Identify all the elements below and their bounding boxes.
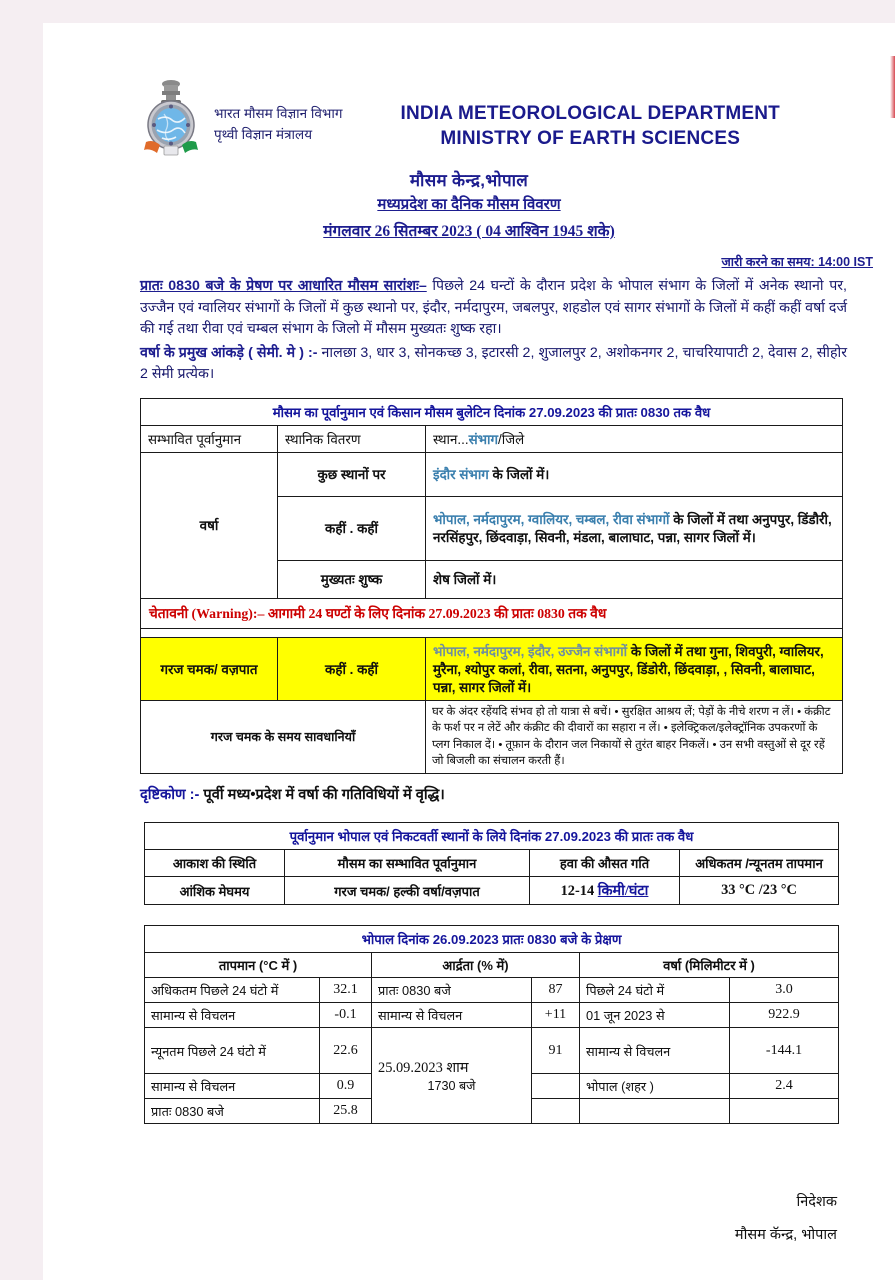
temp-value-4: 25.8 bbox=[320, 1099, 372, 1124]
spacer-cell bbox=[141, 628, 843, 637]
document-header bbox=[43, 23, 895, 160]
weather-centre-title: मौसम केन्द्र,भोपाल bbox=[409, 171, 529, 190]
hindi-dept-line1: भारत मौसम विज्ञान विभाग bbox=[214, 106, 343, 121]
forecast-distribution-1: कहीं . कहीं bbox=[278, 496, 426, 560]
title-block bbox=[43, 168, 895, 241]
humidity-label-0: प्रातः 0830 बजे bbox=[372, 978, 532, 1003]
forecast-header-places bbox=[426, 425, 843, 452]
rainfall-label-1: 01 जून 2023 से bbox=[580, 1003, 730, 1028]
humidity-value-1: +11 bbox=[532, 1003, 580, 1028]
bulletin-date: मंगलवार 26 सितम्बर 2023 ( 04 आश्विन 1945 शके) bbox=[323, 223, 615, 240]
english-dept-line2: MINISTRY OF EARTH SCIENCES bbox=[440, 127, 741, 149]
warning-title: चेतावनी (Warning):– आगामी 24 घण्टों के लिए दिनांक 27.09.2023 की प्रातः 0830 तक वैध bbox=[141, 598, 843, 628]
bhopal-header-temperature: अधिकतम /न्यूनतम तापमान bbox=[680, 850, 839, 877]
warning-title-row bbox=[141, 598, 843, 628]
rainfall-label-3: भोपाल (शहर ) bbox=[580, 1074, 730, 1099]
bhopal-header-wind: हवा की औसत गति bbox=[530, 850, 680, 877]
hindi-department-name bbox=[214, 78, 342, 146]
warning-places bbox=[426, 637, 843, 700]
humidity-value-0: 87 bbox=[532, 978, 580, 1003]
rainfall-label-2: सामान्य से विचलन bbox=[580, 1028, 730, 1074]
bhopal-value-weather: गरज चमक/ हल्की वर्षा/वज़पात bbox=[285, 877, 530, 905]
bhopal-forecast-header-row bbox=[145, 850, 839, 877]
warning-phenomenon: गरज चमक/ वज़पात bbox=[141, 637, 278, 700]
warning-distribution: कहीं . कहीं bbox=[278, 637, 426, 700]
summary-lead-label: प्रातः 0830 बजे के प्रेषण पर आधारित मौसम सारांशः– bbox=[140, 278, 427, 294]
summary-text: पिछले 24 घन्टों के दौरान प्रदेश के भोपाल संभाग के जिलों में अनेक स्थानो पर, उज्जैन एवं ग्वालियर संभागों के जिलों में कुछ स्थानो पर, इंदौर, नर्मदापुरम, जबलपुर, शहडोल एवं सागर संभागों के जिलों में कहीं कहीं वर्षा दर्ज की गई तथा रीवा एवं चम्बल संभाग के जिलो में मौसम मुख्यतः शुष्क रहा। bbox=[140, 278, 847, 338]
rainfall-label-0: पिछले 24 घंटो में bbox=[580, 978, 730, 1003]
humidity-value-4 bbox=[532, 1099, 580, 1124]
english-dept-line1: INDIA METEOROLOGICAL DEPARTMENT bbox=[400, 103, 780, 124]
temp-value-3: 0.9 bbox=[320, 1074, 372, 1099]
bulletin-subtitle: मध्यप्रदेश का दैनिक मौसम विवरण bbox=[377, 196, 561, 213]
bhopal-forecast-table bbox=[144, 822, 839, 905]
rainfall-value-3: 2.4 bbox=[730, 1074, 839, 1099]
rainfall-figures-values: नालछा 3, धार 3, सोनकच्छ 3, इटारसी 2, शुजालपुर 2, अशोकनगर 2, चाचरियापाटी 2, देवास 2, सीहोर 2 सेमी प्रत्येक। bbox=[140, 344, 847, 383]
warning-districts: के जिलों में तथा गुना, शिवपुरी, ग्वालियर, मुरैना, श्योपुर कलां, रीवा, सतना, अनुपपुर, डिंडोरी, छिंदवाड़ा, , सिवनी, बालाघाट, पन्ना, सागर जिलों में। bbox=[433, 643, 824, 695]
rainfall-value-0: 3.0 bbox=[730, 978, 839, 1003]
humidity-label-2-sub: 1730 बजे bbox=[427, 1078, 476, 1093]
observations-section-row bbox=[145, 953, 839, 978]
bhopal-value-sky: आंशिक मेघमय bbox=[145, 877, 285, 905]
hindi-dept-line2: पृथ्वी विज्ञान मंत्रालय bbox=[214, 126, 313, 142]
bhopal-header-sky: आकाश की स्थिति bbox=[145, 850, 285, 877]
rainfall-value-1: 922.9 bbox=[730, 1003, 839, 1028]
bhopal-forecast-wrapper bbox=[43, 804, 895, 905]
table-row bbox=[141, 452, 843, 496]
rainfall-value-2: -144.1 bbox=[730, 1028, 839, 1074]
bhopal-value-wind bbox=[530, 877, 680, 905]
warning-row bbox=[141, 637, 843, 700]
warning-divisions: भोपाल, नर्मदापुरम, इंदौर, उज्जैन संभागों bbox=[433, 643, 628, 659]
forecast-rain-label: वर्षा bbox=[141, 452, 278, 598]
forecast-table-header-row bbox=[141, 425, 843, 452]
forecast-header-places-division: संभाग bbox=[468, 431, 499, 447]
temp-value-2: 22.6 bbox=[320, 1028, 372, 1074]
bhopal-value-temperature: 33 °C /23 °C bbox=[680, 877, 839, 905]
humidity-label-2 bbox=[372, 1028, 532, 1124]
signature-block bbox=[43, 1186, 895, 1253]
bhopal-forecast-title: पूर्वानुमान भोपाल एवं निकटवर्ती स्थानों के लिये दिनांक 27.09.2023 की प्रातः तक वैध bbox=[145, 823, 839, 850]
outlook-line bbox=[43, 774, 895, 804]
temp-value-1: -0.1 bbox=[320, 1003, 372, 1028]
observations-title: भोपाल दिनांक 26.09.2023 प्रातः 0830 बजे के प्रेक्षण bbox=[145, 926, 839, 953]
precaution-label: गरज चमक के समय सावधानियाँ bbox=[141, 700, 426, 773]
temp-label-0: अधिकतम पिछले 24 घंटो में bbox=[145, 978, 320, 1003]
table-row bbox=[145, 978, 839, 1003]
rainfall-label-4 bbox=[580, 1099, 730, 1124]
table-row bbox=[145, 1028, 839, 1074]
observations-title-row bbox=[145, 926, 839, 953]
observations-table bbox=[144, 925, 839, 1124]
table-row bbox=[145, 877, 839, 905]
observations-wrapper bbox=[43, 905, 895, 1124]
bulletin-page bbox=[43, 23, 895, 1280]
precaution-row bbox=[141, 700, 843, 773]
outlook-label: दृष्टिकोण :- bbox=[140, 787, 200, 804]
forecast-places-2: शेष जिलों में। bbox=[426, 560, 843, 598]
forecast-distribution-2: मुख्यतः शुष्क bbox=[278, 560, 426, 598]
weather-summary bbox=[43, 270, 895, 386]
forecast-places-1 bbox=[426, 496, 843, 560]
humidity-label-1: सामान्य से विचलन bbox=[372, 1003, 532, 1028]
bhopal-wind-unit: किमी/घंटा bbox=[597, 883, 649, 900]
humidity-value-2: 91 bbox=[532, 1028, 580, 1074]
forecast-distribution-0: कुछ स्थानों पर bbox=[278, 452, 426, 496]
temp-label-2: न्यूनतम पिछले 24 घंटो में bbox=[145, 1028, 320, 1074]
bhopal-header-weather: मौसम का सम्भावित पूर्वानुमान bbox=[285, 850, 530, 877]
humidity-value-3 bbox=[532, 1074, 580, 1099]
forecast-header-places-post: /जिले bbox=[498, 431, 525, 447]
temp-value-0: 32.1 bbox=[320, 978, 372, 1003]
forecast-divisions-0: इंदौर संभाग bbox=[433, 467, 489, 483]
observations-section-humidity: आर्द्रता (% में) bbox=[372, 953, 580, 978]
rainfall-value-4 bbox=[730, 1099, 839, 1124]
forecast-header-distribution: स्थानिक वितरण bbox=[278, 425, 426, 452]
imd-emblem-icon bbox=[140, 78, 202, 160]
signature-designation: निदेशक bbox=[796, 1194, 837, 1211]
forecast-places-0 bbox=[426, 452, 843, 496]
english-department-name bbox=[400, 78, 780, 151]
precaution-text: घर के अंदर रहेंयदि संभव हो तो यात्रा से बचें। • सुरक्षित आश्रय लें; पेड़ों के नीचे शरण न लें। • कंक्रीट के फर्श पर न लेटें और कंक्रीट की दीवारों का सहारा न लें। • इलेक्ट्रिकल/इलेक्ट्रॉनिक उपकरणों के प्लग निकाल दें। • तूफ़ान के दौरान जल निकायों से तुरंत बाहर निकलें। • उन सभी वस्तुओं से दूर रहें जो बिजली का संचालन करती हैं। bbox=[426, 700, 843, 773]
table-row bbox=[145, 1003, 839, 1028]
observations-section-temperature: तापमान (°C में ) bbox=[145, 953, 372, 978]
temp-label-1: सामान्य से विचलन bbox=[145, 1003, 320, 1028]
bhopal-forecast-title-row bbox=[145, 823, 839, 850]
forecast-table bbox=[140, 398, 843, 774]
bhopal-wind-number: 12-14 bbox=[560, 883, 598, 900]
temp-label-3: सामान्य से विचलन bbox=[145, 1074, 320, 1099]
temp-label-4: प्रातः 0830 बजे bbox=[145, 1099, 320, 1124]
observations-section-rainfall: वर्षा (मिलिमीटर में ) bbox=[580, 953, 839, 978]
forecast-table-title: मौसम का पूर्वानुमान एवं किसान मौसम बुलेटिन दिनांक 27.09.2023 की प्रातः 0830 तक वैध bbox=[141, 398, 843, 425]
rainfall-figures-label: वर्षा के प्रमुख आंकड़े ( सेमी. मे ) :- bbox=[140, 344, 318, 361]
humidity-label-2-main: 25.09.2023 शाम bbox=[378, 1059, 469, 1076]
forecast-divisions-1: भोपाल, नर्मदापुरम, ग्वालियर, चम्बल, रीवा संभागों bbox=[433, 512, 670, 528]
signature-office: मौसम कॅन्द्र, भोपाल bbox=[734, 1227, 837, 1244]
forecast-districts-1: के जिलों में तथा अनुपपुर, डिंडौरी, नरसिंहपुर, छिंदवाड़ा, सिवनी, मंडला, बालाघाट, पन्ना, सागर जिलों में। bbox=[433, 512, 832, 546]
forecast-districts-0: के जिलों में। bbox=[488, 467, 550, 483]
forecast-header-forecast: सम्भावित पूर्वानुमान bbox=[141, 425, 278, 452]
outlook-text: पूर्वी मध्य•प्रदेश में वर्षा की गतिविधियों में वृद्धि। bbox=[199, 787, 445, 804]
warning-spacer-row bbox=[141, 628, 843, 637]
forecast-table-title-row bbox=[141, 398, 843, 425]
forecast-table-wrapper bbox=[43, 386, 895, 774]
forecast-header-places-pre: स्थान... bbox=[433, 431, 469, 447]
issue-time: जारी करने का समय: 14:00 IST bbox=[721, 255, 873, 269]
page-edge-mark bbox=[890, 56, 895, 118]
